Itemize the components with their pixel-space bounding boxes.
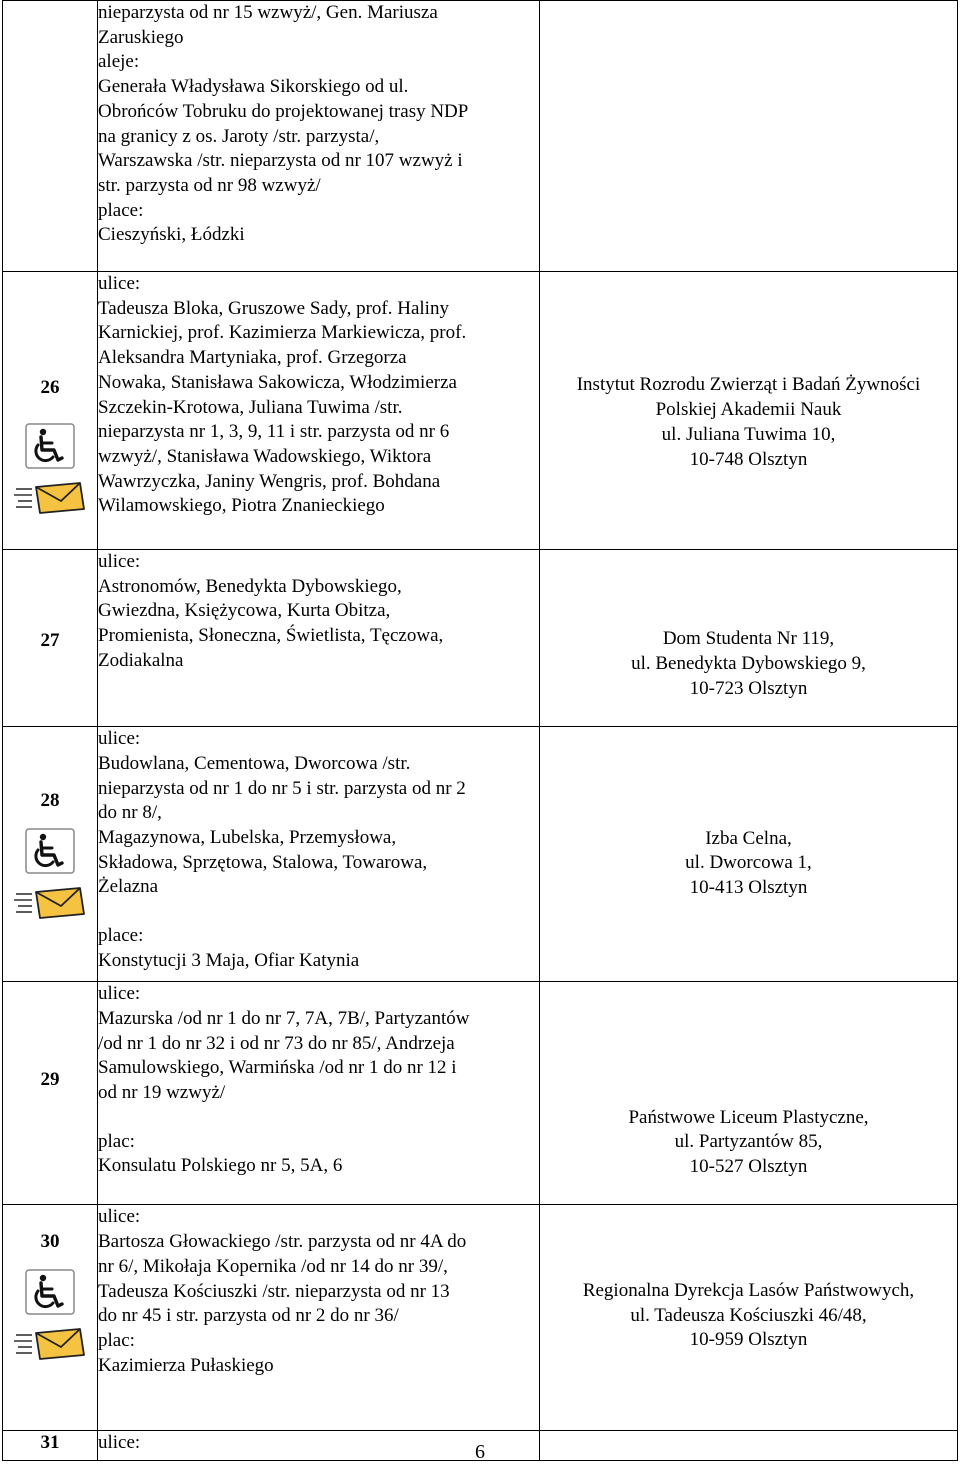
streets-text: Mazurska /od nr 1 do nr 7, 7A, 7B/, Partyzantów /od nr 1 do nr 32 i od nr 73 do nr 85/, Andrzeja Samulowskiego, Warmińska /od nr 1 do nr 12 i od nr 19 wzwyż/	[98, 1007, 470, 1104]
institution-text: Państwowe Liceum Plastyczne, ul. Partyzantów 85, 10-527 Olsztyn	[628, 1106, 869, 1178]
district-number: 31	[40, 1432, 60, 1454]
squares-label: plac:	[98, 1329, 135, 1351]
district-number-cell	[3, 982, 98, 1205]
district-number: 28	[40, 790, 60, 812]
district-number: 30	[40, 1231, 60, 1253]
streets-label: ulice:	[98, 728, 141, 750]
table-row	[3, 982, 958, 1205]
institution-cell	[540, 727, 958, 982]
table-row	[3, 272, 958, 550]
streets-cell	[98, 1205, 540, 1431]
streets-label: ulice:	[98, 273, 141, 294]
institution-text: Instytut Rozrodu Zwierząt i Badań Żywności Polskiej Akademii Nauk ul. Juliana Tuwima 10, 10-748 Olsztyn	[576, 374, 921, 470]
district-number-cell	[3, 727, 98, 982]
institution-cell	[540, 1, 958, 272]
institution-text: Izba Celna, ul. Dworcowa 1, 10-413 Olsztyn	[685, 827, 812, 899]
table-row	[3, 1, 958, 272]
wheelchair-icon	[25, 423, 75, 469]
institution-cell	[540, 1205, 958, 1431]
streets-label: ulice:	[98, 551, 141, 572]
wheelchair-icon	[25, 1269, 75, 1315]
squares-text: Konstytucji 3 Maja, Ofiar Katynia	[98, 949, 360, 971]
envelope-icon	[14, 886, 86, 920]
wheelchair-icon	[25, 828, 75, 874]
district-number: 26	[40, 377, 60, 398]
streets-label: ulice:	[98, 1432, 141, 1454]
streets-text: nieparzysta od nr 15 wzwyż/, Gen. Mariusza Zaruskiego aleje: Generała Władysława Sikorskiego od ul. Obrońców Tobruku do projektowanej trasy NDP na granicy z os. Jaroty /str. parzysta/, Warszawska /str. nieparzysta od nr 107 wzwyż i str. parzysta od nr 98 wzwyż/ place: Cieszyński, Łódzki	[98, 2, 469, 246]
envelope-icon	[14, 481, 86, 515]
district-number: 27	[40, 630, 60, 651]
institution-cell	[540, 550, 958, 727]
streets-label: ulice:	[98, 983, 141, 1005]
streets-text: Budowlana, Cementowa, Dworcowa /str. nieparzysta od nr 1 do nr 5 i str. parzysta od nr 2 do nr 8/, Magazynowa, Lubelska, Przemysłowa, Składowa, Sprzętowa, Stalowa, Towarowa, Żelazna	[98, 752, 466, 898]
streets-cell	[98, 272, 540, 550]
districts-table	[2, 0, 958, 1461]
district-number: 29	[40, 1069, 60, 1091]
page-number: 6	[475, 1441, 485, 1463]
streets-cell	[98, 550, 540, 727]
district-number-cell	[3, 1205, 98, 1431]
squares-label: plac:	[98, 1130, 135, 1152]
streets-label: ulice:	[98, 1206, 141, 1228]
streets-cell	[98, 727, 540, 982]
table-row	[3, 1205, 958, 1431]
district-number-cell	[3, 1, 98, 272]
streets-text: Tadeusza Bloka, Gruszowe Sady, prof. Haliny Karnickiej, prof. Kazimierza Markiewicza, prof. Aleksandra Martyniaka, prof. Grzegorza Nowaka, Stanisława Sakowicza, Włodzimierza Szczekin-Krotowa, Juliana Tuwima /str. nieparzysta nr 1, 3, 9, 11 i str. parzysta od nr 6 wzwyż/, Stanisława Wadowskiego, Wiktora Wawrzyczka, Janiny Wengris, prof. Bohdana Wilamowskiego, Piotra Znanieckiego	[98, 297, 467, 517]
district-number-cell	[3, 550, 98, 727]
squares-label: place:	[98, 925, 144, 947]
envelope-icon	[14, 1327, 86, 1361]
institution-cell	[540, 272, 958, 550]
table-row	[3, 550, 958, 727]
institution-text: Dom Studenta Nr 119, ul. Benedykta Dybowskiego 9, 10-723 Olsztyn	[631, 628, 866, 699]
streets-cell	[98, 982, 540, 1205]
streets-cell	[98, 1, 540, 272]
streets-text: Bartosza Głowackiego /str. parzysta od nr 4A do nr 6/, Mikołaja Kopernika /od nr 14 do nr 39/, Tadeusza Kościuszki /str. nieparzysta od nr 13 do nr 45 i str. parzysta od nr 2 do nr 36/	[98, 1231, 467, 1327]
institution-text: Regionalna Dyrekcja Lasów Państwowych, ul. Tadeusza Kościuszki 46/48, 10-959 Olsztyn	[582, 1279, 915, 1351]
squares-text: Konsulatu Polskiego nr 5, 5A, 6	[98, 1155, 343, 1177]
district-number-cell	[3, 272, 98, 550]
institution-cell	[540, 982, 958, 1205]
streets-text: Astronomów, Benedykta Dybowskiego, Gwiezdna, Księżycowa, Kurta Obitza, Promienista, Słoneczna, Świetlista, Tęczowa, Zodiakalna	[98, 575, 444, 671]
table-row	[3, 727, 958, 982]
squares-text: Kazimierza Pułaskiego	[98, 1354, 274, 1376]
